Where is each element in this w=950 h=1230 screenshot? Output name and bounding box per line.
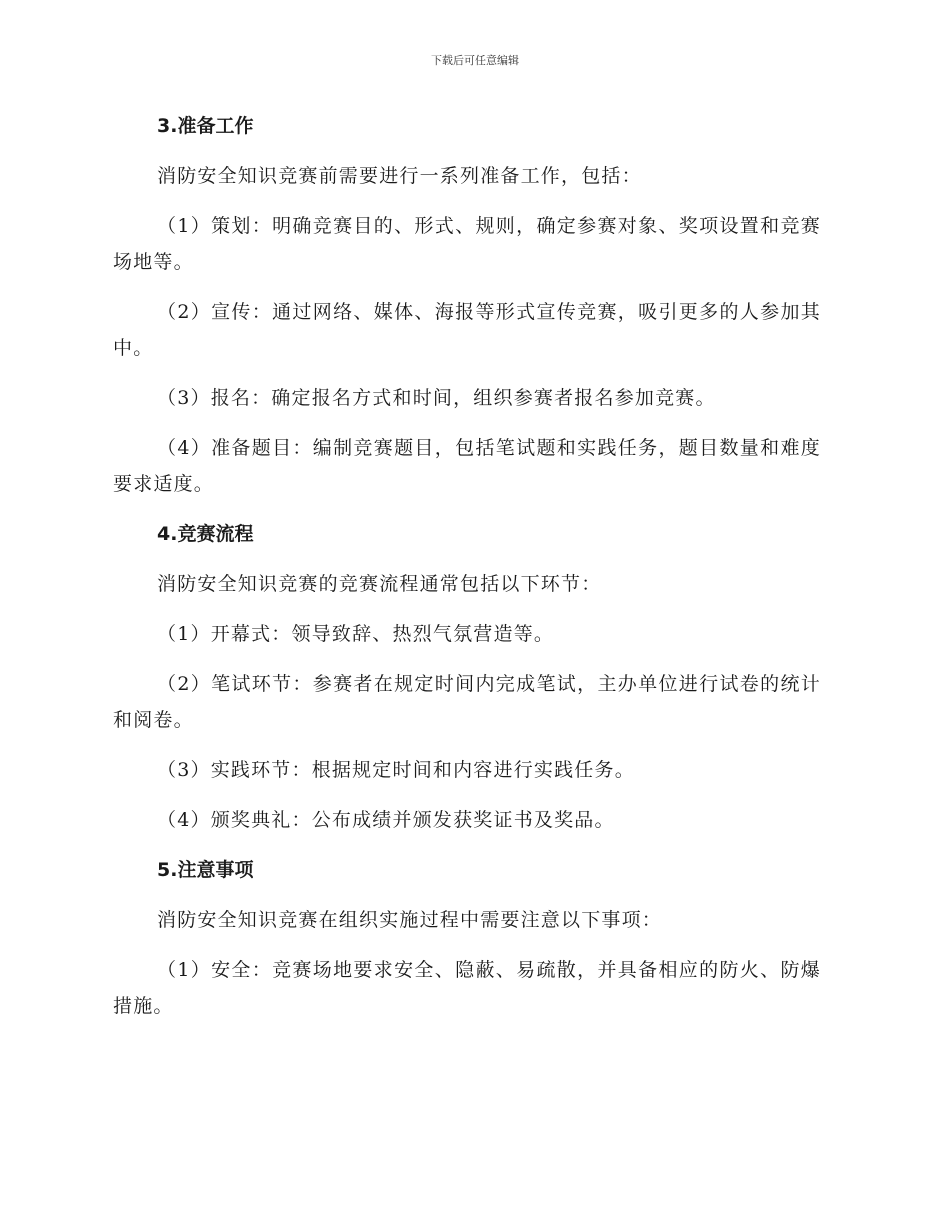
paragraph: 消防安全知识竞赛在组织实施过程中需要注意以下事项： <box>157 909 663 931</box>
list-item-planning: （1）策划：明确竞赛目的、形式、规则，确定参赛对象、奖项设置和竞赛场地等。 <box>113 215 821 273</box>
section-heading-process: 4.竞赛流程 <box>157 523 254 545</box>
page-header: 下载后可任意编辑 <box>431 54 519 67</box>
section-heading-notes: 5.注意事项 <box>157 859 254 881</box>
list-item-publicity: （2）宣传：通过网络、媒体、海报等形式宣传竞赛，吸引更多的人参加其中。 <box>113 301 821 359</box>
list-item-questions: （4）准备题目：编制竞赛题目，包括笔试题和实践任务，题目数量和难度要求适度。 <box>113 437 821 495</box>
section-heading-preparation: 3.准备工作 <box>157 115 254 137</box>
paragraph: 消防安全知识竞赛的竞赛流程通常包括以下环节： <box>157 573 602 595</box>
document-body <box>113 108 821 1038</box>
list-item-awards: （4）颁奖典礼：公布成绩并颁发获奖证书及奖品。 <box>157 809 615 831</box>
paragraph: 消防安全知识竞赛前需要进行一系列准备工作，包括： <box>157 165 642 187</box>
list-item-practice: （3）实践环节：根据规定时间和内容进行实践任务。 <box>157 759 635 781</box>
list-item-opening: （1）开幕式：领导致辞、热烈气氛营造等。 <box>157 623 555 645</box>
list-item-registration: （3）报名：确定报名方式和时间，组织参赛者报名参加竞赛。 <box>157 387 716 409</box>
list-item-safety: （1）安全：竞赛场地要求安全、隐蔽、易疏散，并具备相应的防火、防爆措施。 <box>113 959 821 1017</box>
list-item-written-test: （2）笔试环节：参赛者在规定时间内完成笔试，主办单位进行试卷的统计和阅卷。 <box>113 673 821 731</box>
